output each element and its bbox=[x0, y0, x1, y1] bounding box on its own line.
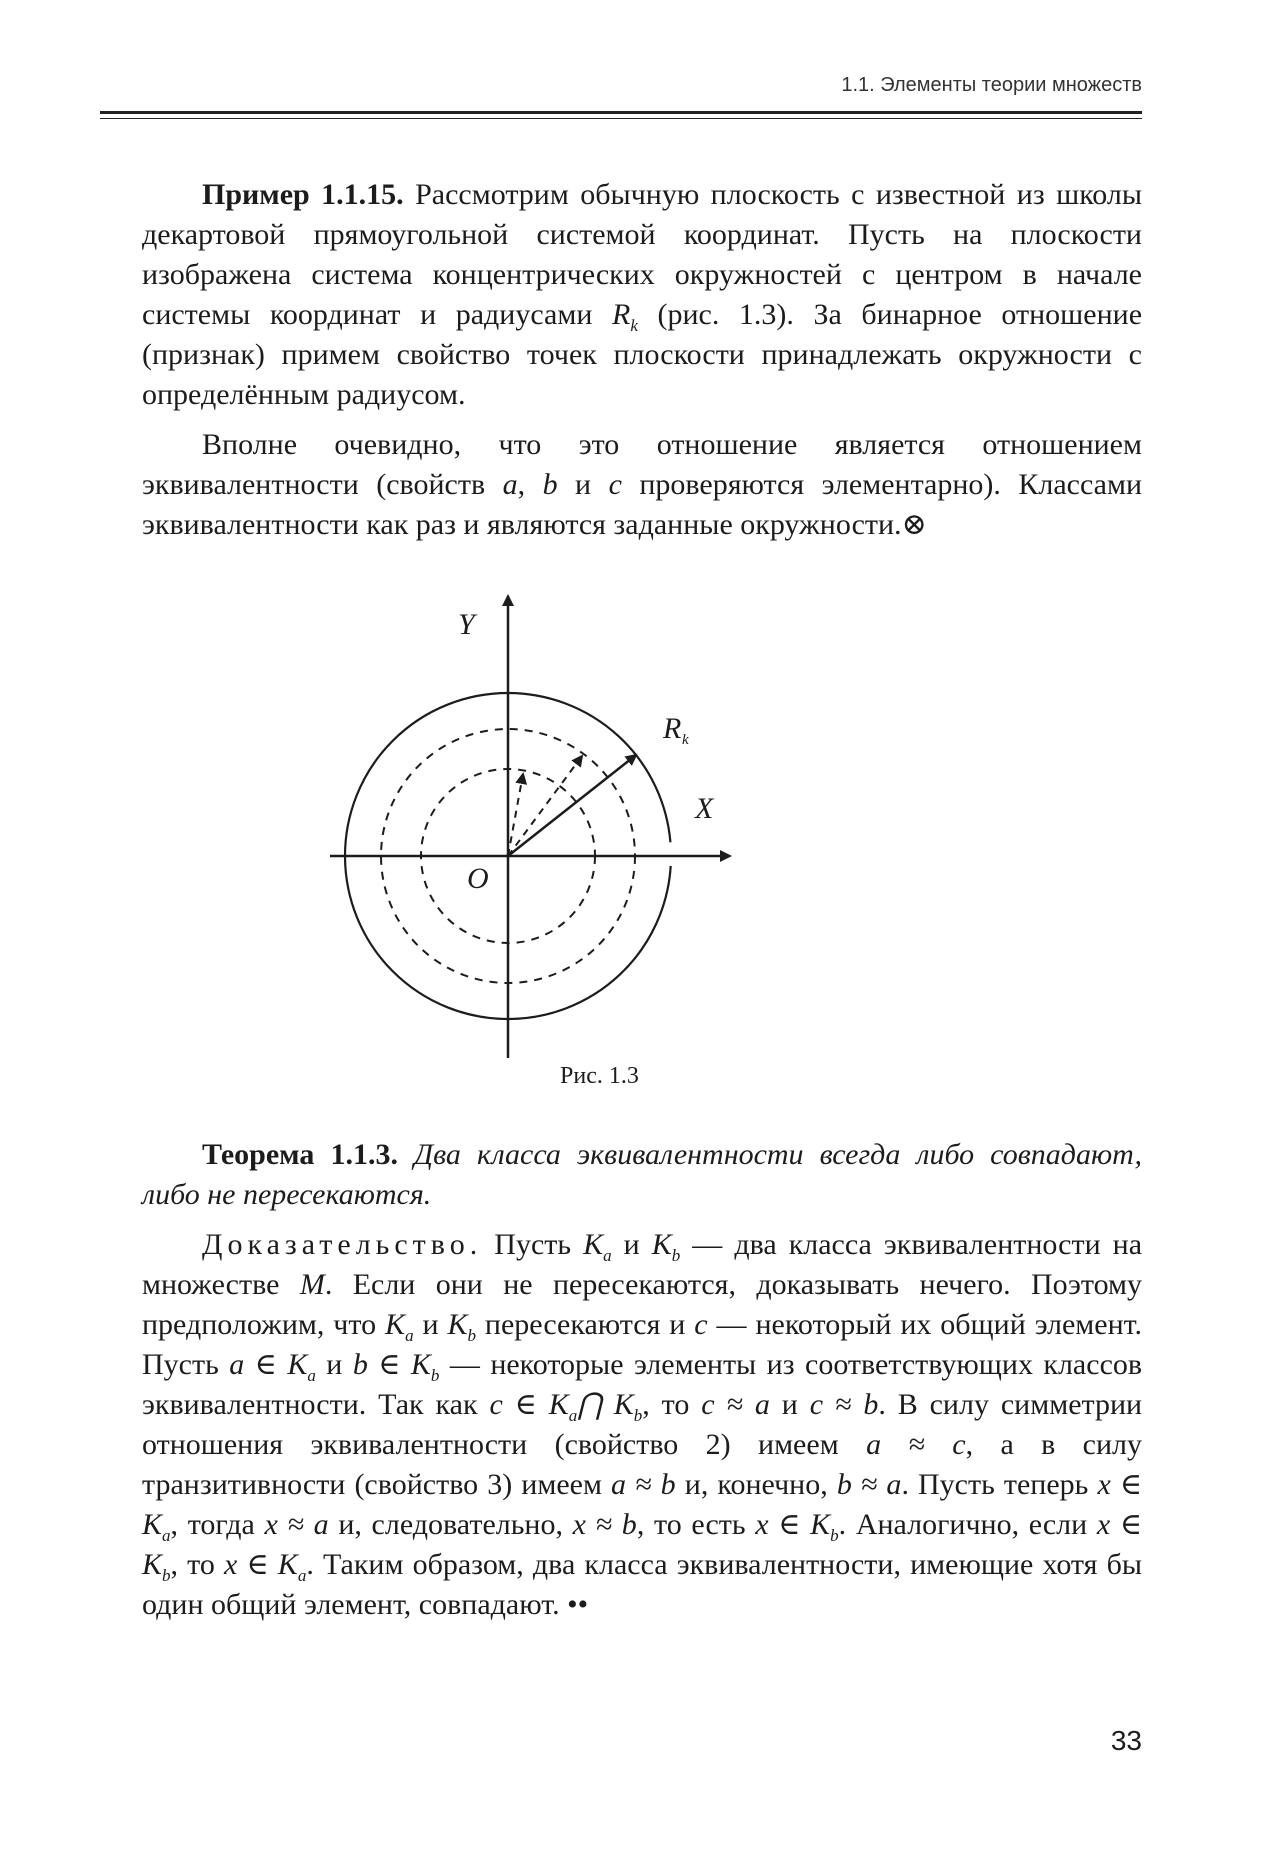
example-heading: Пример 1.1.15. bbox=[202, 178, 404, 211]
sub-a-6: a bbox=[297, 1566, 307, 1585]
set-M: M bbox=[299, 1268, 325, 1301]
qed-mark: •• bbox=[567, 1588, 589, 1621]
end-mark: ⊗ bbox=[901, 508, 927, 541]
proof-t11: . Пусть теперь bbox=[901, 1468, 1089, 1501]
intersection-Kb: ⋂ K bbox=[577, 1388, 634, 1421]
prop-b: b bbox=[542, 468, 558, 501]
x-approx-a: x ≈ a bbox=[264, 1508, 329, 1541]
proof-t14: , то есть bbox=[636, 1508, 746, 1541]
b-approx-a: b ≈ a bbox=[836, 1468, 902, 1501]
a-approx-b: a ≈ b bbox=[611, 1468, 676, 1501]
header-rule-thick bbox=[100, 111, 1142, 114]
set-Kb-2: K bbox=[447, 1308, 468, 1341]
proof-label: Доказательство. bbox=[202, 1228, 483, 1261]
set-Ka-2: K bbox=[385, 1308, 406, 1341]
running-head: 1.1. Элементы теории множеств bbox=[841, 74, 1142, 96]
proof-t8: . В силу симметрии отношения эквивалентности (свойство 2) имеем bbox=[142, 1388, 1143, 1461]
sub-a-5: a bbox=[162, 1526, 171, 1545]
proof-and-2: и bbox=[422, 1308, 439, 1341]
sub-b-2: b bbox=[467, 1326, 476, 1345]
proof-and-3: и bbox=[326, 1348, 343, 1381]
sub-a: a bbox=[603, 1246, 612, 1265]
proof-t6: — некоторые элементы из соответствующих классов эквивалентности. Так как bbox=[142, 1348, 1143, 1421]
sub-b-6: b bbox=[162, 1566, 171, 1585]
prop-a: a bbox=[502, 468, 518, 501]
radius-symbol: R bbox=[612, 298, 631, 331]
x-in-Ka-2: x ∈ K bbox=[224, 1548, 298, 1581]
proof-t2: — два класса эквивалентности на множестве bbox=[142, 1228, 1143, 1301]
proof-t17: . Таким образом, два класса эквивалентности, имеющие хотя бы один общий элемент, совпадают. bbox=[142, 1548, 1142, 1621]
proof-t5: — некоторый их общий элемент. Пусть bbox=[142, 1308, 1143, 1381]
remark-and: и bbox=[575, 468, 592, 501]
c-approx-b: c ≈ b bbox=[809, 1388, 879, 1421]
example-paragraph bbox=[142, 175, 1142, 415]
theorem-paragraph bbox=[142, 1135, 1142, 1215]
x-axis-label: X bbox=[695, 792, 714, 825]
proof-t4: пересекаются и bbox=[484, 1308, 686, 1341]
origin-label: O bbox=[467, 862, 489, 895]
theorem-statement: Два класса эквивалентности всегда либо совпадают, либо не пересекаются. bbox=[142, 1138, 1143, 1211]
a-approx-c: a ≈ c bbox=[866, 1428, 966, 1461]
x-in-Kb-2: x ∈ K bbox=[142, 1508, 1143, 1581]
sub-a-2: a bbox=[405, 1326, 414, 1345]
remark-text-2: проверяются элементарно). Классами эквивалентности как раз и являются заданные окружности. bbox=[142, 468, 1143, 541]
proof-and-4: и bbox=[781, 1388, 798, 1421]
a-in-Ka: a ∈ K bbox=[229, 1348, 308, 1381]
remark-paragraph: Вполне очевидно, что это отношение является отношением эквивалентности (свойств a, b и c проверяются элементарно). Классами эквивалентности как раз и являются заданные окружности.⊗ bbox=[142, 428, 1143, 541]
sub-b: b bbox=[671, 1246, 681, 1265]
prop-c: c bbox=[608, 468, 622, 501]
proof-t16: , то bbox=[170, 1548, 215, 1581]
proof-t12: , тогда bbox=[170, 1508, 255, 1541]
x-in-Kb: x ∈ K bbox=[755, 1508, 831, 1541]
proof-t15: . Аналогично, если bbox=[838, 1508, 1088, 1541]
sub-a-3: a bbox=[307, 1366, 316, 1385]
sub-b-5: b bbox=[830, 1526, 839, 1545]
figure-concentric-circles bbox=[330, 578, 890, 1058]
proof-t10: и, конечно, bbox=[684, 1468, 828, 1501]
x-approx-b: x ≈ b bbox=[572, 1508, 637, 1541]
theorem-heading: Теорема 1.1.3. bbox=[202, 1138, 398, 1171]
y-axis-label: Y bbox=[458, 608, 475, 641]
sub-b-3: b bbox=[430, 1366, 440, 1385]
radius-vector-inner bbox=[508, 774, 523, 856]
radius-subscript: k bbox=[630, 316, 638, 335]
c-in-Ka: c ∈ K bbox=[489, 1388, 569, 1421]
figure-caption: Рис. 1.3 bbox=[560, 1063, 639, 1089]
proof-t13: и, следовательно, bbox=[338, 1508, 563, 1541]
sub-b-4: b bbox=[633, 1406, 643, 1425]
set-Ka: K bbox=[583, 1228, 604, 1261]
proof-paragraph bbox=[142, 1225, 1142, 1625]
proof-and: и bbox=[623, 1228, 640, 1261]
page-number: 33 bbox=[1110, 1725, 1142, 1756]
sub-a-4: a bbox=[568, 1406, 578, 1425]
x-in-Ka: x ∈ K bbox=[142, 1468, 1143, 1541]
proof-t7: , то bbox=[642, 1388, 690, 1421]
example-text-after: (рис. 1.3). За бинарное отношение (признак) примем свойство точек плоскости принадлежать окружности с определённым радиусом. bbox=[142, 298, 1143, 411]
set-Kb: K bbox=[651, 1228, 672, 1261]
proof-t3: . Если они не пересекаются, доказывать нечего. Поэтому предположим, что bbox=[142, 1268, 1143, 1341]
radius-label: R bbox=[663, 712, 682, 745]
proof-t9: , а в силу транзитивности (свойство 3) имеем bbox=[142, 1428, 1143, 1501]
remark-text-1: Вполне очевидно, что это отношение является отношением эквивалентности (свойств bbox=[142, 428, 1142, 501]
c-approx-a: c ≈ a bbox=[701, 1388, 770, 1421]
b-in-Kb: b ∈ K bbox=[352, 1348, 431, 1381]
proof-t1: Пусть bbox=[494, 1228, 572, 1261]
header-rule-thin bbox=[100, 118, 1142, 119]
element-c: c bbox=[694, 1308, 708, 1341]
radius-label-subscript: k bbox=[682, 732, 689, 748]
example-text: Рассмотрим обычную плоскость с известной из школы декартовой прямоугольной системой координат. Пусть на плоскости изображена система концентрических окружностей с центром в начале системы координат и радиусами bbox=[142, 178, 1142, 331]
